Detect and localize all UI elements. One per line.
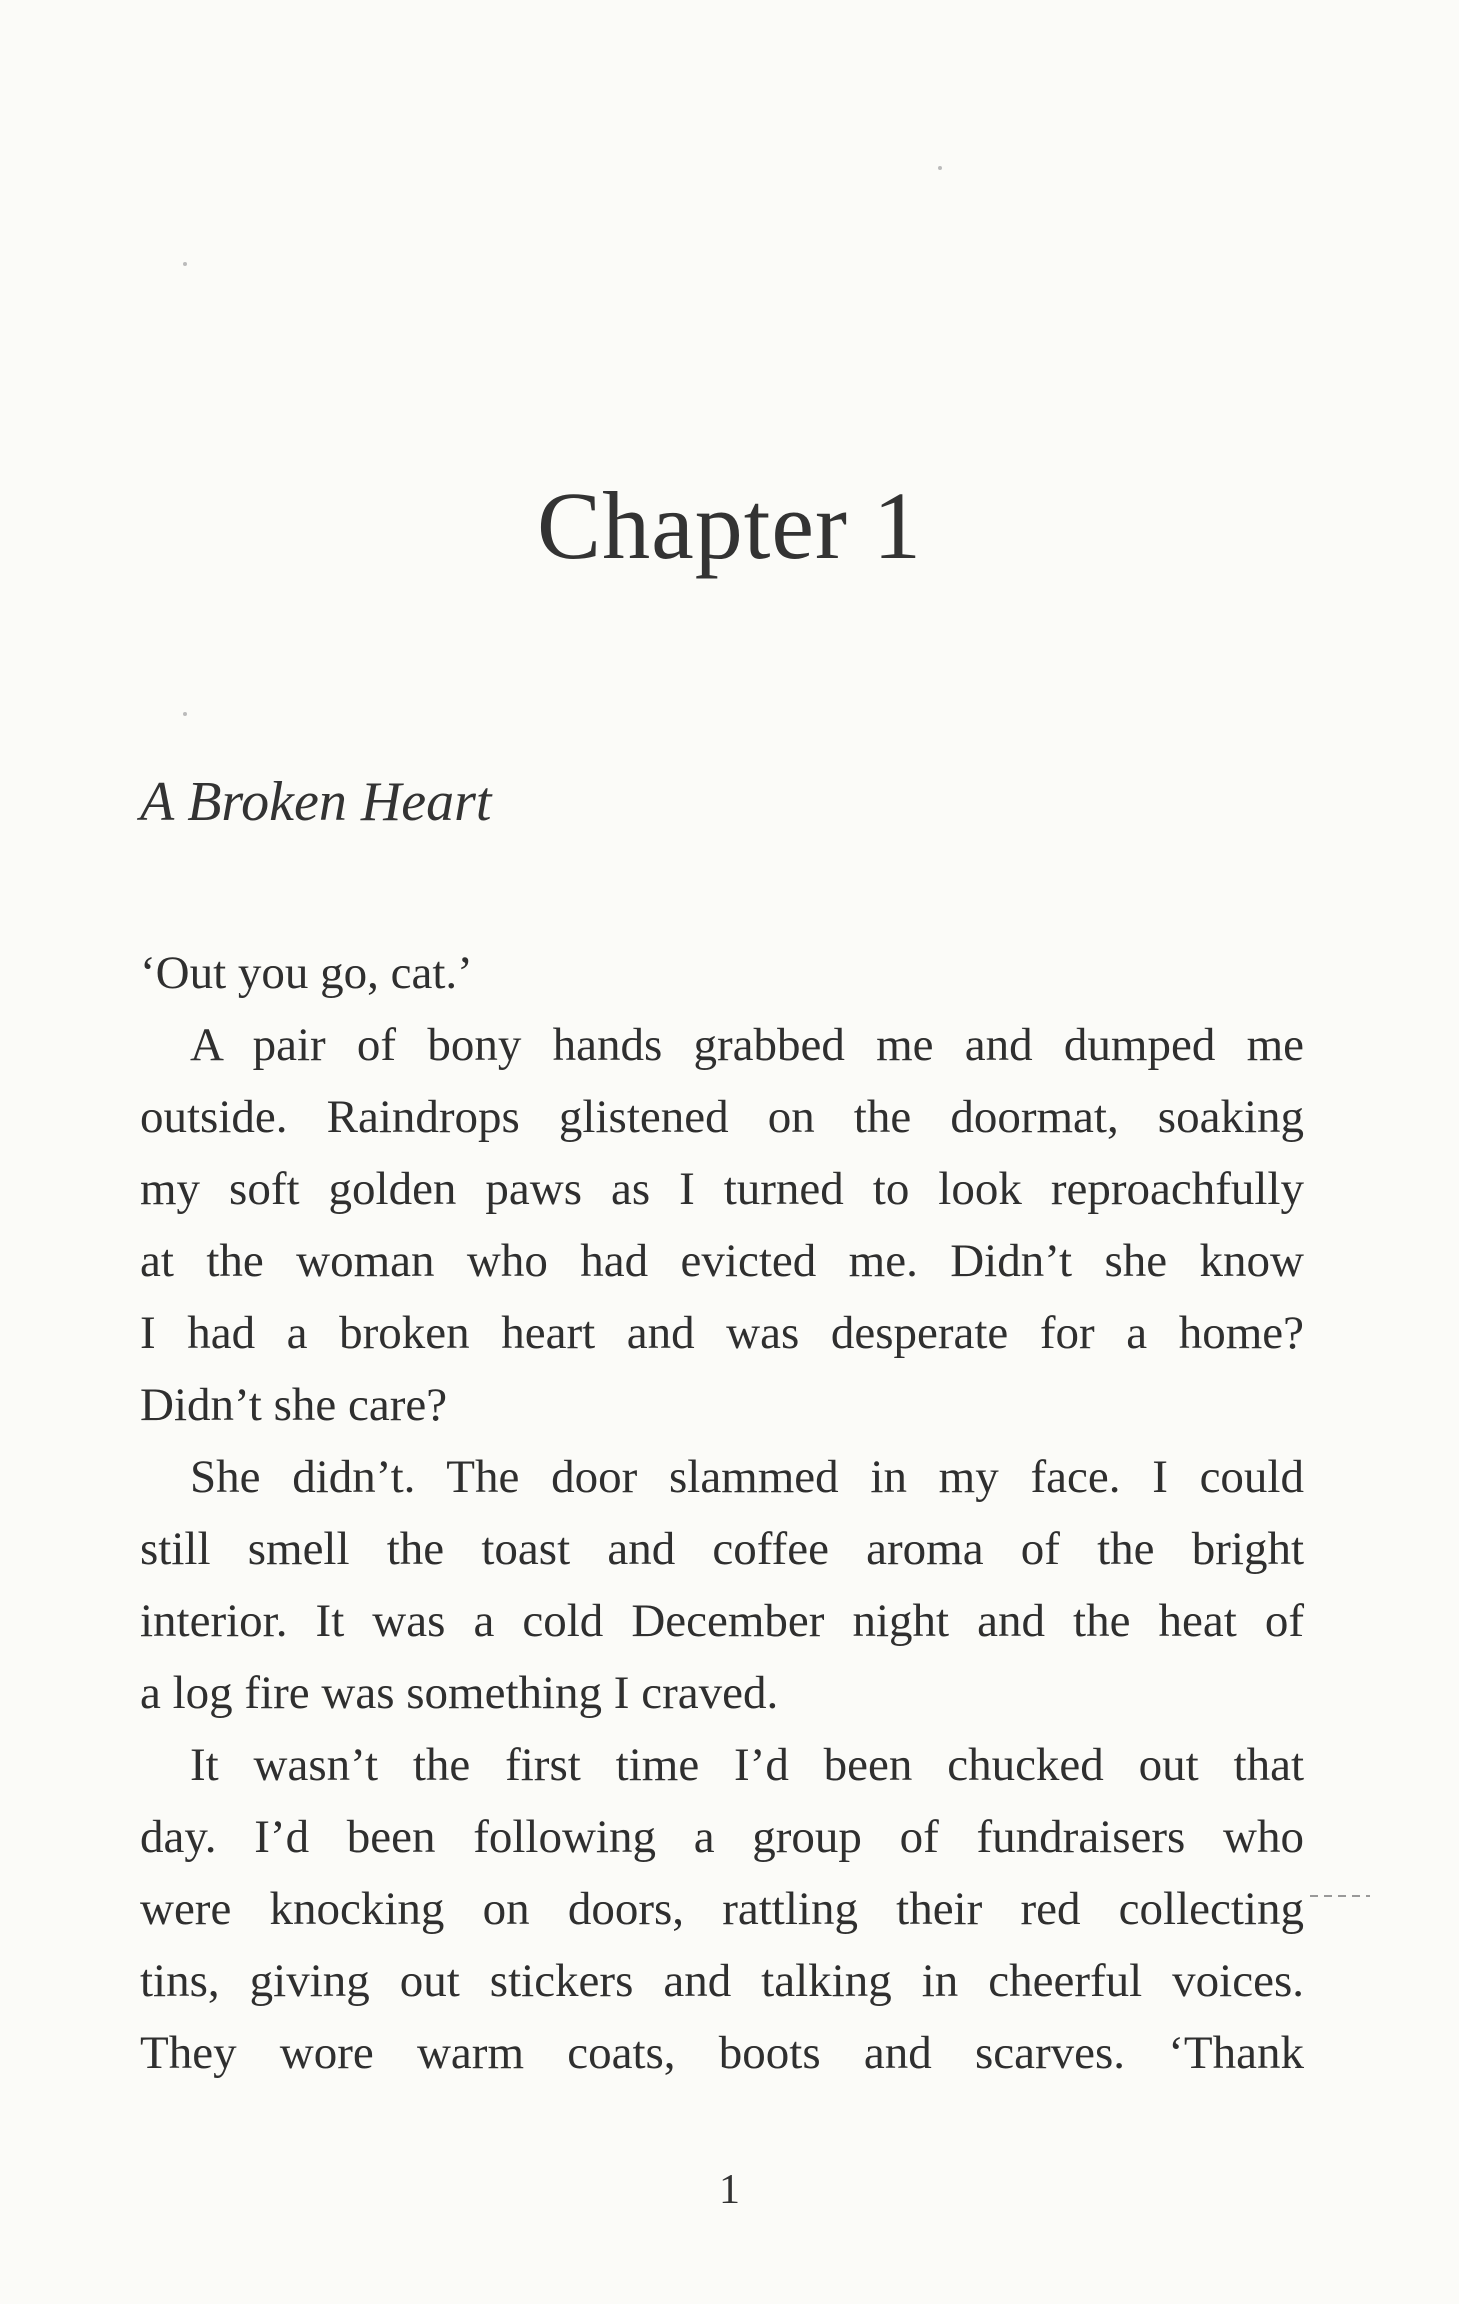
text-line: They wore warm coats, boots and scarves. ‘Thank	[140, 2027, 1304, 2079]
text-line: day. I’d been following a group of fundraisers who	[140, 1811, 1304, 1863]
text-line: at the woman who had evicted me. Didn’t she know	[140, 1235, 1304, 1287]
chapter-title: Chapter 1	[537, 472, 922, 579]
text-line: Didn’t she care?	[140, 1379, 448, 1431]
text-line: outside. Raindrops glistened on the doormat, soaking	[140, 1091, 1304, 1143]
margin-pencil-mark	[1310, 1895, 1370, 1897]
text-line: a log fire was something I craved.	[140, 1667, 779, 1719]
text-line: interior. It was a cold December night and the heat of	[140, 1595, 1304, 1647]
text-line: were knocking on doors, rattling their red collecting	[140, 1883, 1304, 1935]
text-line: ‘Out you go, cat.’	[140, 947, 473, 999]
body-text	[140, 937, 1304, 2089]
text-line: still smell the toast and coffee aroma of the bright	[140, 1523, 1304, 1575]
text-line: A pair of bony hands grabbed me and dumped me	[190, 1019, 1304, 1071]
text-line: tins, giving out stickers and talking in cheerful voices.	[140, 1955, 1304, 2007]
paper-speck	[938, 166, 942, 170]
text-line: I had a broken heart and was desperate for a home?	[140, 1307, 1304, 1359]
paper-speck	[183, 262, 187, 266]
paper-speck	[183, 712, 187, 716]
text-line: It wasn’t the first time I’d been chucked out that	[190, 1739, 1304, 1791]
page-number: 1	[719, 2167, 740, 2213]
text-line: my soft golden paws as I turned to look reproachfully	[140, 1163, 1304, 1215]
chapter-subtitle: A Broken Heart	[140, 771, 492, 833]
text-line: She didn’t. The door slammed in my face. I could	[190, 1451, 1304, 1503]
